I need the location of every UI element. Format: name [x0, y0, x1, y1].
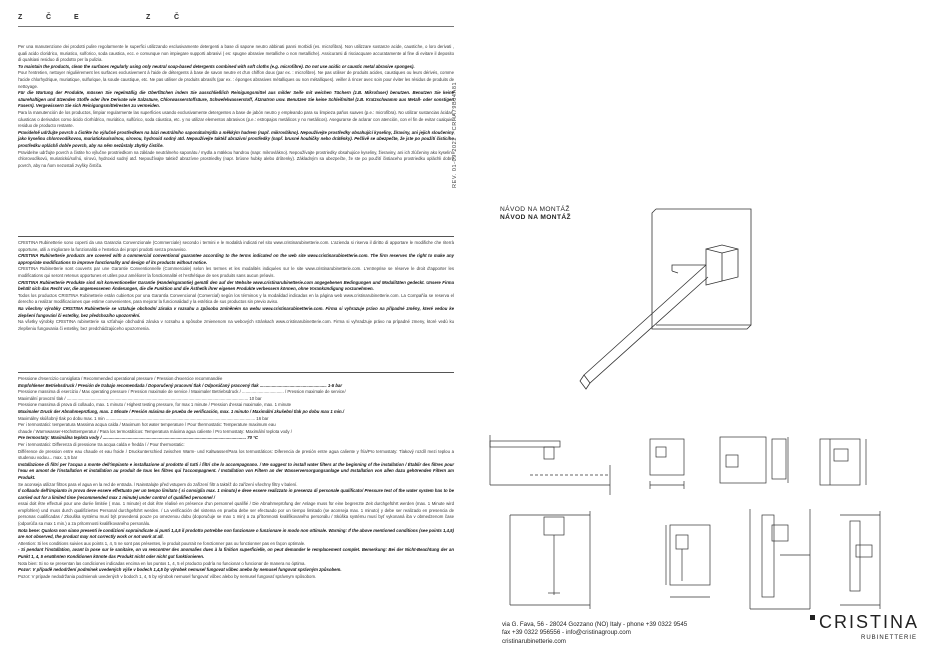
- paragraph-text: Pressione massima di esercizio / Max operating pressure / Pression maximale de service / Maximaler Betriebsdruck / ................................... / Pression maximale de service/: [18, 389, 346, 395]
- heading-letter: Č: [174, 14, 181, 21]
- text-paragraph: [18, 280, 454, 293]
- text-paragraph: [18, 435, 454, 442]
- text-paragraph: [18, 482, 454, 489]
- text-paragraph: [18, 409, 454, 416]
- language-heading: [18, 14, 454, 24]
- text-paragraph: [18, 383, 454, 390]
- text-paragraph: [18, 266, 454, 279]
- text-paragraph: [18, 130, 454, 150]
- text-paragraph: [18, 396, 454, 403]
- paragraph-text: Différence de pression entre eau chaude et eau froide / Druckunterschied zwischen Warm- und Kaltwasser/Para los termostáticos: Diferencia de presión entre agua caliente y fría/Pro termostaty: Tlakový rozdíl mezi teplou a studenou vodou... max. 1,5 bar: [18, 448, 454, 461]
- contact-line: fax +39 0322 956556 - info@cristinagroup.com: [502, 629, 631, 637]
- paragraph-text: Maximálny skúšobný tlak po dobu max. 1 min ............................................................................................................................. 16 bar: [18, 415, 269, 421]
- paragraph-text: Pozor: V prípade nedodržania podmienok uvedených v bodoch 1, 4, 5 by výrobok nemusel fungovať vôbec alebo by nemusel fungovať správnym spôsobom.: [18, 573, 317, 579]
- text-paragraph: [18, 64, 454, 71]
- paragraph-text: Installazione di filtri per l'acqua a monte dell'impianto e installazione al prodotto di tutti i filtri che lo accompagnano. / We suggest to install water filters at the beginning of the installation / Établir des filtres pour l'eau en amont de l'installation et installation au produit de tous les filtres qui l'accompagnent. / Installation von Filtern an der Wasserversorgungsanlage und Installation von allen dazu gehörenden Filtern am Produkt.: [18, 461, 454, 480]
- paragraph-text: Pre termostaty: Maximálna teplota vody / ........................................................................................................................ 70 °C: [18, 435, 259, 441]
- technical-data-section: [18, 376, 454, 580]
- text-paragraph: [18, 240, 454, 253]
- paragraph-text: Per una manutenzione dei prodotti pulire regolarmente le superfici utilizzando esclusivamente detergenti a base di sapone neutro abbinati panni morbidi (es. microfibra). Non utilizzare sostanze acide, caustiche, o loro derivati , quali acido cloridrico, muriatico, solforico, soda caustica, ecc. e comunque non impiegare supporti abrasivi ( es: spugne abrasive metalliche o non metalliche). Assicurarsi di risciacquare accuratamente al fine di evitare il deposito di qualsiasi residuo di prodotto per la pulizia.: [18, 44, 454, 63]
- paragraph-text: CRISTINA Rubinetterie products are covered with a commercial conventional guarantee according to the terms indicated on the web site www.cristinarubinetterie.com. The firm reserves the right to make any appropriate modifications to improve functionality and design of its products without notice.: [18, 253, 454, 265]
- installation-title: NÁVOD NA MONTÁŽ: [500, 206, 570, 213]
- paragraph-text: Para la manutención de los productos, limpiar regularmente las superficies usando exclusivamente detergentes a base de jabón neutro y empleando para su limpieza paños suaves (p.e.: microfibra). No utilizar sustancias ácidas, cáusticas o derivados como ácido clorhídrico, muriático, sulfúrico, soda cáustica, etc. y no utilizar elementos abrasivos (p.e.: estropajos metálicos y no metálicos). Asegurarse de aclarar con atención, con el fin de evitar cualquier residuo de producto restante.: [18, 109, 454, 129]
- paragraph-text: - Si pendant l'installation, avant la pose sur le sanitaire, on va rencontrer des anomalies dues à la finition superficielle, on peut demander le remplacement complet. Bemerkung: Bei der Nicht-Beachtung der an Punkt 1, 4, 5 erwähnten Konditionen könnte das Produkt nicht oder nicht gut funktionieren.: [18, 547, 454, 560]
- paragraph-text: chaude / Warmwasser-Höchsttemperatur / Para los termostáticos: Temperatura máxima agua caliente / Pro termostaty: Maximální teplota vody /: [18, 428, 292, 434]
- title-block: [500, 206, 571, 222]
- text-paragraph: [18, 253, 454, 266]
- revision-code: REV. 01-09-2022 · CRHA79B04A81: [452, 81, 458, 188]
- paragraph-text: Maximaler Druck der Abnahmeprüfung, max. 1 Minute / Presión máxima de prueba de verificación, max. 1 minuto / Maximální zkušební tlak po dobu max 1 min./: [18, 408, 345, 414]
- section-divider: [18, 372, 454, 373]
- paragraph-text: Pravidelně udržujte povrch a čistěte ho výlučně prostředkem na bázi neutrálního saponátu/mýdla a měkkým hadrem (např. mikrovlákno). Nepoužívejte prostředky obsahující kyseliny, žíraviny, ani jejich sloučeniny jako kyselinu chlorovodíkovou, muriatickou/solnou, sírovou, hydroxid sodný atd. Nepoužívejte taktéž abrazivní prostředky (např. brusné houbičky nebo drátěnky). Pečlivě se ubezpečte, že jste po použití čisticího prostředku opláchli dobře povrch, aby na něm nezůstaly zbytky čističe.: [18, 129, 454, 148]
- paragraph-text: CRISTINA Rubinetterie Produkte sind mit konventioneller Garantie (Handelsgarantie) gemäß den auf der Website www.cristinarubinetterie.com angegebenen Bedingungen und Modalitäten gedeckt. Unsere Firma behält sich das Recht vor, die angemessenen Änderungen, die die Funktion und die Ästhetik ihrer eigenen Produkte verbessern können, ohne Vorankündigung vorzunehmen.: [18, 279, 454, 292]
- paragraph-text: Se aconseja utilizar filtros para el agua en la red de entrada. / Nainstalujte před vstupem do zařízení filtr a taktéž do zařízení všechny filtry v balení.: [18, 481, 298, 487]
- section-view-f: [666, 525, 710, 597]
- text-paragraph: [18, 293, 454, 306]
- company-footer: [502, 621, 687, 646]
- heading-divider: [18, 26, 454, 27]
- heading-letter: Z: [18, 14, 24, 21]
- text-paragraph: [18, 574, 454, 581]
- paragraph-text: Attention: Si les conditions suivies aux points 1, 4, 5 ne sont pas présentes, le produit pourrait ne fonctionner pas ou fonctionner pas en façon optimale.: [18, 540, 306, 546]
- paragraph-text: Todos los productos CRISTINA Rubinetterie están cubiertos por una Garantía Convencional (Comercial) según los términos y la modalidad indicadas en la página web www.cristinarubinetterie.com. La Compañía se reserva el derecho a realizar modificaciones que estime convenientes, para mejorar la funcionalidad y la estética de sus productos sin previo aviso.: [18, 292, 454, 305]
- text-paragraph: [18, 90, 454, 110]
- text-column: [18, 14, 454, 579]
- text-paragraph: [18, 150, 454, 170]
- text-paragraph: [18, 416, 454, 423]
- front-view-b: [650, 439, 684, 489]
- paragraph-text: Na všetky výrobky CRISTINA rubinetterie sa vzťahuje obchodná záruka v rozsahu a spôsobe zmienenom na webových stránkach www.cristinarubinetterie.com. Firma si vyhradzuje právo na prípadné zmeny, ktoré vedú ku zlepšeniu fungovania či estetiky, bez predchádzajúceho upozornenia.: [18, 319, 454, 331]
- paragraph-text: Nota bene: Qualora non siano presenti le condizioni sopraindicate ai punti 1,4,5 il prodotto potrebbe non funzionare o funzionare in modo non ottimale. Warning: If the above mentioned conditions (see points 1,4,5) are not observed, the product may not correctly work or not work at all.: [18, 527, 454, 540]
- paragraph-text: Für die Wartung der Produkte, müssen Sie regelmäßig die Oberflächen indem Sie ausschließlich Reinigungsmittel aus milder Seife mit weichen Tüchern (z.B. Mikrofaser) benutzen. Benutzen Sie keine säurehaltigen und ätzenden Stoffe oder ihre Derivate wie Salzsäure, Chlorwasserstoffsäure, Schwefelwasserstoff, Ätznatron usw. Benutzen Sie keine Schleifmittel (z.B. Kratzschwamm aus Metall- oder sonstigen Fasern). Vergewissern Sie sich Reinigungsmittelresten zu vermeiden.: [18, 90, 454, 109]
- technical-views-drawing: [470, 425, 890, 615]
- paragraph-text: CRISTINA Rubinetterie sono coperti da una Garanzia Convenzionale (Commerciale) secondo i termini e le modalità indicati nel sito www.cristinarubinetterie.com. L'azienda si riserva il diritto di apportare le modifiche che riterrà opportune, utili a migliorare la funzionalità e l'estetica dei propri prodotti senza preavviso.: [18, 240, 454, 252]
- paragraph-text: CRISTINA Rubinetterie sont couverts par une Garantie Conventionnelle (Commerciale) selon les termes et les modalités indiquées sur le site www.cristinarubinetterie.com. L'entreprise se réserve le droit d'apporter les modifications qui seront retenus opportunes et utiles pour améliorer la fonctionnalité et l'esthétique de ses produits sans aucun préavis.: [18, 266, 454, 278]
- side-view-h: [840, 511, 880, 609]
- text-paragraph: [18, 306, 454, 319]
- plan-view-g: [750, 509, 810, 609]
- text-paragraph: [18, 389, 454, 396]
- text-paragraph: [18, 110, 454, 130]
- heading-letter: Z: [146, 14, 152, 21]
- text-paragraph: [18, 449, 454, 462]
- heading-letter: Č: [46, 14, 53, 21]
- paragraph-text: Pressione d'esercizio consigliata / Recommended operational pressure / Pression d'exercice recommandée: [18, 376, 223, 381]
- text-paragraph: [18, 561, 454, 568]
- text-paragraph: [18, 541, 454, 548]
- section-divider: [18, 236, 454, 237]
- section-view-d: [820, 439, 866, 485]
- paragraph-text: To maintain the products, clean the surfaces regularly using only neutral soap-based detergents combined with soft cloths (e.g. microfibre). Do not use acidic or caustic metal abrasive sponges).: [18, 63, 415, 69]
- text-paragraph: [18, 528, 454, 541]
- heading-letter: E: [74, 14, 80, 21]
- handle-body: [722, 249, 738, 281]
- paragraph-text: essai doit être effectué pour une durée limitée ( max. 1 minute) et doit être réalisé en présence d'un personnel qualifié / Die Abnahmeprüfung der Anlage muss für eine begrenzte Zeit durchgeführt werden (max. 1 Minute wird empfohlen) und muss durch qualifiziertes Personal durchgeführt werden. / La verificación del sistema en prueba debe ser efectuado por un tiempo limitado (se aconseja max. 1 minuto) y debe ser realizado en presencia de personas cualificadas / Zkouška systému musí být provedená pouze po omezenou dobu (doporučuje se max 1 min) a za přítomnosti kvalifikovaného personálu / Skúška systému musí byť vykonaná iba v obmedzenom čase (odporúča sa max 1 min.) a za prítomnosti kvalifikovaného personálu.: [18, 501, 454, 527]
- text-paragraph: [18, 44, 454, 64]
- plan-view-e: [510, 511, 590, 609]
- paragraph-text: Pravidelne udržujte povrch a čistite ho výlučne prostriedkom na základe neutrálneho saponátu / mydla a mäkkou handrou (napr. mikrovlákno). Nepoužívajte prostriedky obsahujúce kyseliny, žieraviny, ani ich zlúčeniny ako kyselinu chlorovodíkovú, muriatickú/soľnú, sírovú, hydroxid sodný atď. Nepoužívajte taktiež abrazívne prostriedky (napr. brúsne hubky alebo drôtenky). Základným sa ubezpečte, že ste po použití čistiaceho prostriedku opláchli dobre povrch, aby na ňom nezostali zvyšky čističa.: [18, 149, 454, 168]
- side-view-a: [490, 435, 610, 495]
- paragraph-text: Pour l'entretien, nettoyer régulièrement les surfaces exclusivement à l'aide de détergents à base de savon neutre et d'un chiffon doux (par ex. : microfibre). Ne pas utiliser de produits acides, caustiques ou leurs dérivés, comme l'acide chlorhydrique, muriatique, sulfurique, la soude caustique, etc. Ne pas utiliser de produits abrasifs (par ex. : éponges abrasives métalliques ou non métalliques). veiller à rincer avec soin pour éviter les résidus de produits de nettoyage.: [18, 70, 454, 89]
- spout: [584, 265, 708, 383]
- paragraph-text: Pozor: V případě nedodržení podmínek uvedených výše v bodech 1,4,5 by výrobek nemusel fungovat vůbec anebo by nemusel fungovat správným způsobem.: [18, 567, 342, 573]
- brand-subtitle: RUBINETTERIE: [861, 635, 918, 641]
- maintenance-section: [18, 44, 454, 169]
- paragraph-text: Na všechny výrobky CRISTINA Rubinetterie se vztahuje obchodní záruka v rozsahu a způsobu zmíněném na webu www.cristinarubinetterie.com. Firma si vyhrazuje právo na případné změny, které vedou ke zlepšení fungování či estetiky, bez předchozího upozornění.: [18, 305, 454, 318]
- brand-logo: [810, 612, 919, 641]
- text-paragraph: [18, 501, 454, 527]
- address-line: via G. Fava, 56 - 28024 Gozzano (NO) Italy - phone +39 0322 9545: [502, 621, 688, 628]
- text-paragraph: [18, 567, 454, 574]
- text-paragraph: [18, 376, 454, 383]
- text-paragraph: [18, 70, 454, 90]
- paragraph-text: Maximální provozní tlak / ........................................................................................................................................................ 10 bar: [18, 395, 262, 401]
- front-view-c: [720, 437, 788, 483]
- installation-title-bold: NÁVOD NA MONTÁŽ: [500, 214, 571, 221]
- paragraph-text: Il collaudo dell'impianto in prova deve essere effettuato per un tempo limitato ( si consiglia max. 1 minuto) e deve essere realizzato in presenza di personale qualificato/ Pressure test of the water system has to be carried out for a limited time (recommended max 1 minute) under control of qualified personnel /: [18, 488, 454, 500]
- faucet-perspective-drawing: [576, 205, 766, 420]
- paragraph-text: Pressione massima di prova di collaudo, max. 1 minuto / Highest testing pressure, for max 1 minute / Pression d'essai maximale, max. 1 minute: [18, 402, 292, 408]
- website-link[interactable]: cristinarubinetterie.com: [502, 637, 566, 645]
- paragraph-text: Empfohlener Betriebsdruck / Presión de trabajo recomendada / Doporučený pracovní tlak / Odporúčaný pracovný tlak ........................................................ 1-5 bar: [18, 382, 343, 388]
- paragraph-text: Nota bien: Si no se presentan las condiciones indicadas encima en los puntos 1, 4, 5 el producto podría no funcionar o funcionar de manera no óptima.: [18, 560, 306, 566]
- text-paragraph: [18, 442, 454, 449]
- paragraph-text: Per i termostatici: temperatura Massima acqua calda / Maximum hot water temperature / Pour thermostatic: Temperature maximum eau: [18, 422, 276, 428]
- brand-name: CRISTINA: [819, 612, 920, 632]
- text-paragraph: [18, 402, 454, 409]
- text-paragraph: [18, 319, 454, 332]
- brand-square-icon: [810, 615, 815, 620]
- text-paragraph: [18, 547, 454, 560]
- guarantee-section: [18, 240, 454, 332]
- text-paragraph: [18, 488, 454, 501]
- text-paragraph: [18, 462, 454, 482]
- paragraph-text: Per i termostatici: Differenza di pressione tra acqua calda e fredda / / Pour thermostatic:: [18, 441, 185, 447]
- text-paragraph: [18, 429, 454, 436]
- text-paragraph: [18, 422, 454, 429]
